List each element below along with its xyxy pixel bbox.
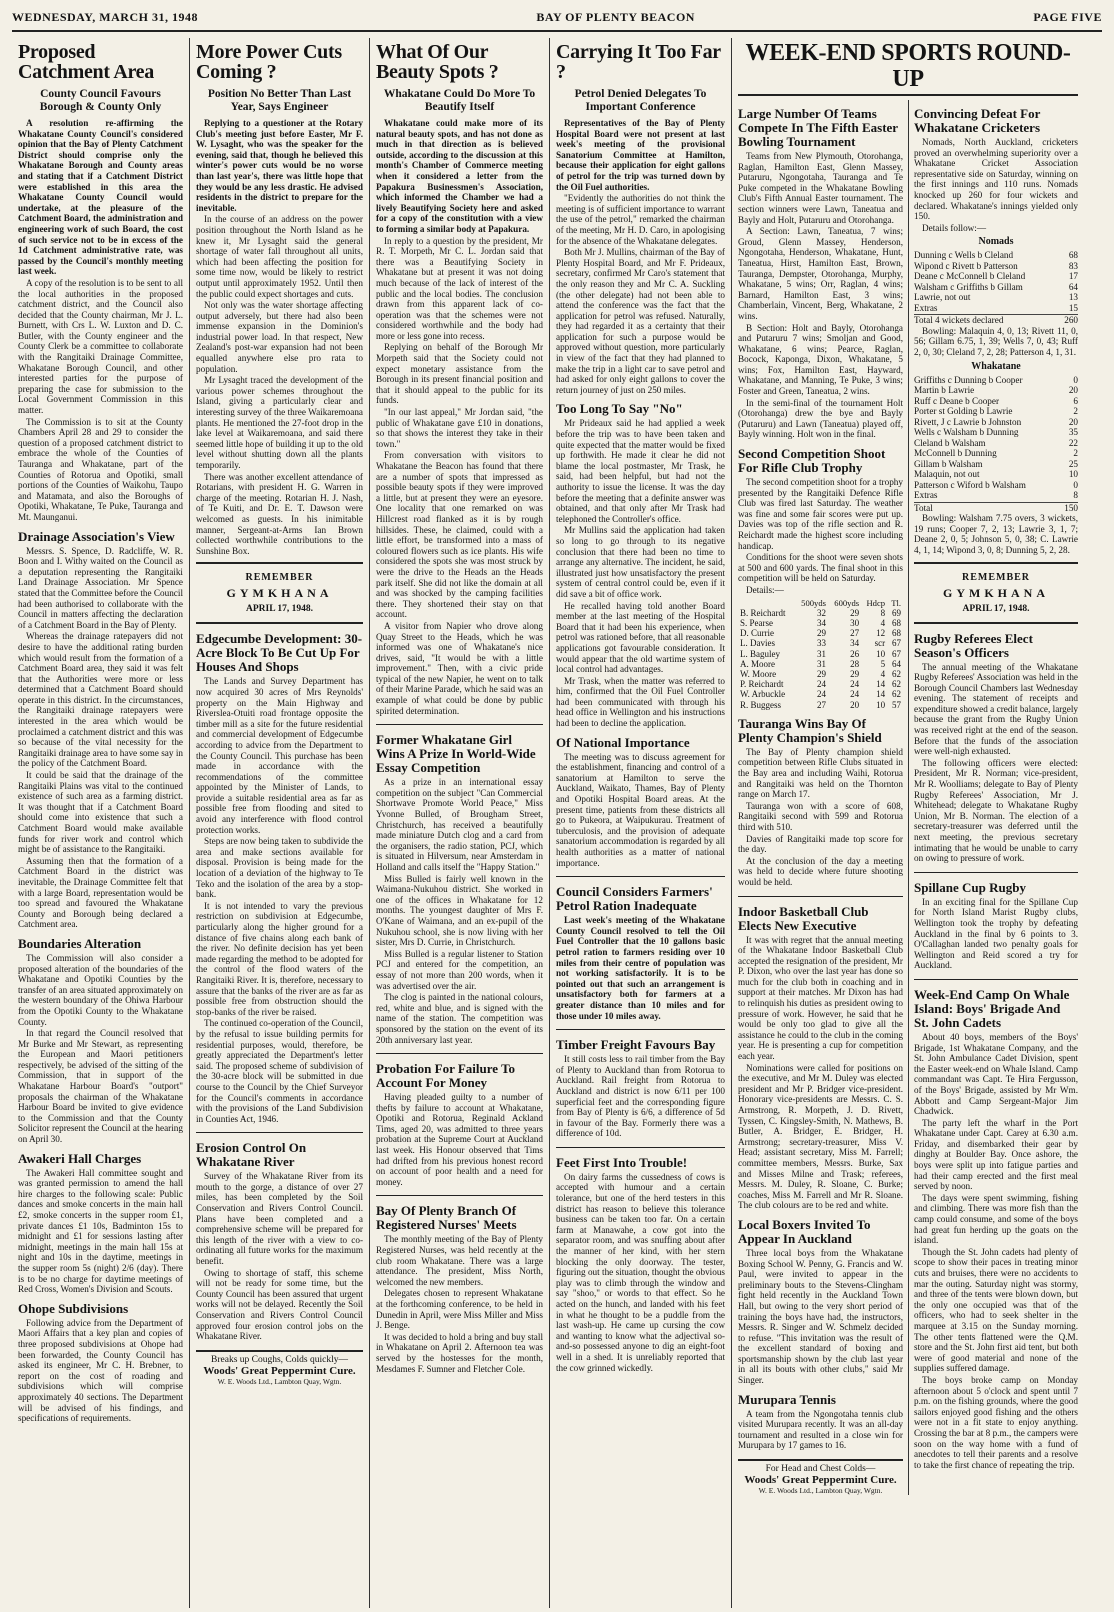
batsman: Rivett, J c Lawrie b Johnston [914,416,1022,427]
table-header-row [738,598,903,608]
table-header-cell: 600yds [834,597,860,608]
article-headline: Erosion Control On Whakatane River [196,1140,307,1170]
table-cell: L. Davies [740,638,775,649]
article-deck: Whakatane Could Do More To Beautify Itself [383,88,536,113]
subheading: Ohope Subdivisions [18,1300,129,1316]
article-lead: Replying to a questioner at the Rotary Club's meeting just before Easter, Mr F. W. Lysaght, who was the speaker for the evening, said that, though he believed this winter's power cuts would be no worse than last year's, there was little hope that they would be any less drastic. He advised residents in the district to prepare for the inevitable. [196,118,363,213]
runs: 83 [1068,260,1078,271]
article-paragraph: "In our last appeal," Mr Jordan said, "the public of Whakatane gave £10 in donations, so that shows the interest they take in their town." [376,407,543,449]
total-value: 260 [1064,315,1078,326]
ad-company: W. E. Woods Ltd., Lambton Quay, Wgtn. [217,1376,342,1386]
article-paragraph: There was another excellent attendance of Rotarians, with president H. G. Warren in charge of the meeting. Rotarian H. J. Nash, of Te Kuiti, and Dr. E. T. Dawson were welcomed as guests. In his inimitable manner, Sergeant-at-Arms Ian Brown collected worthwhile contributions to the Sunshine Box. [196,471,363,556]
article-paragraph: The continued co-operation of the Council, by the refusal to issue building permits for residential purposes, would, therefore, be greatly appreciated the Department's letter said. The proposed scheme of subdivision of the 30-acre block will be submitted in due course to the Council by the Chief Surveyor for the Council's comments in accordance with the provisions of the Land Subdivision in Counties Act, 1946. [196,1018,363,1124]
divider [376,724,543,725]
sports-section [732,38,1082,1608]
article-paragraph: Following advice from the Department of Maori Affairs that a key plan and copies of three proposed subdivisions at Ohope had been forwarded, the County Council has asked its engineer, Mr C. H. Brebner, to report on the cost of roading and subdivisions which will comprise approximately 40 sections. The Department will be advised of his findings, and specifications of requirements. [18,1317,183,1424]
gymkhana-notice [914,572,1078,614]
article-paragraph: A visitor from Napier who drove along Quay Street to the Heads, which he was informed was one of Whakatane's nice drives, said, "It would be with a little improvement." Then, with a civic pride typical of the new Napier, he went on to talk of their Marine Parade, which he said was an example of what could be done by public spirited determination. [376,620,543,716]
article-headline: Timber Freight Favours Bay [556,1037,716,1053]
table-cell: 34 [816,617,826,628]
article-paragraph: Messrs. S. Spence, D. Radcliffe, W. R. Boon and I. Withy waited on the Council as a deputation representing the Rangitaiki Land Drainage Association. Mr Spence stated that the Committee before the Council had been authorised to collaborate with the Council in matters affecting the declaration of a Catchment Board in the Bay of Plenty. [18,545,183,630]
divider [914,979,1078,980]
runs: 64 [1068,281,1078,292]
batting-line [914,375,1078,386]
rifle-scores-table [738,598,903,710]
ad-company: W. E. Woods Ltd., Lambton Quay, Wgtn. [758,1486,883,1496]
batting-line [914,438,1078,449]
whakatane-scorecard [914,375,1078,501]
batting-line [914,303,1078,314]
page-number: PAGE FIVE [1033,10,1102,24]
article-headline: Tauranga Wins Bay Of Plenty Champion's Shield [738,715,882,745]
batting-line [914,261,1078,272]
runs: 35 [1068,427,1078,438]
column-4 [550,38,732,1608]
table-cell: 8 [880,607,886,618]
article-paragraph: Whereas the drainage ratepayers did not desire to have the additional rating burden which would result from the formation of a Catchment Board area, they said it was felt that the Authorities were more or less determined that a Catchment Board should operate in this district. In the circumstances, the Rangitaiki drainage ratepayers were interested in the area which would be proclaimed a catchment district and this was so because of the vital necessity for the Rangitaiki drainage area to have some say in the policy of the Catchment Board. [18,631,183,769]
article-paragraph: Steps are now being taken to subdivide the area and make sections available for disposal. Provision is being made for the location of a deviation of the highway to Te Teko and the isolation of the area by a stop-bank. [196,836,363,900]
table-cell: 24 [816,689,826,700]
article-paragraph: Miss Bulled is fairly well known in the Waimana-Nukuhou district. She worked in one of the offices in Whakatane for 12 months. The youngest daughter of Mrs F. O'Kane of Waimana, and an ex-pupil of the Nukuhou school, she is now living with her sister, Mrs D. Currie, in Christchurch. [376,873,543,948]
notice-line: GYMKHANA [226,586,333,601]
total-label: Total [914,502,933,513]
table-cell: 28 [850,658,860,669]
divider [914,872,1078,873]
article-lead: Last week's meeting of the Whakatane County Council resolved to tell the Oil Fuel Controller that the 10 gallons basic petrol ration to farmers residing over 10 miles from their centre of population was not working satisfactorily. It is to be pointed out that such an arrangement is unsatisfactory both for farmers at a greater distance than 10 miles and for those under 10 miles away. [556,915,725,1021]
article-paragraph: It is not intended to vary the previous restriction on subdivision at Edgecumbe, particularly along the higher ground for a distance of five chains along each bank of the river. No definite decision has yet been made regarding the method to be adopted for the control of the flood waters of the Rangitaiki River. It is, therefore, necessary to assure that the banks of the river are as far as possible free from obstruction should the stop-banks of the river be raised. [196,900,363,1017]
table-row [738,618,903,628]
table-cell: scr [874,638,886,649]
table-cell: D. Currie [740,628,774,639]
notice-line: REMEMBER [245,572,314,584]
article-headline: Carrying It Too Far ? [556,41,721,83]
bowling-figures: Bowling: Walsham 7.75 overs, 3 wickets, 19 runs; Cooper 7, 2, 13; Lawrie 3, 1, 7; Deane 2, 0, 5; Johnson 5, 0, 38; C. Lawrie 4, 1, 14; Wipond 3, 0, 8; Dunning 5, 2, 28. [914,513,1078,555]
ad-product: Woods' Great Peppermint Cure. [203,1364,356,1377]
total-value: 150 [1064,502,1078,513]
details-label: Details:— [746,584,784,595]
runs: 13 [1068,292,1078,303]
table-row [738,608,903,618]
paper-name: BAY OF PLENTY BEACON [536,10,695,24]
divider [738,896,903,897]
article-deck: Petrol Denied Delegates To Important Conference [574,88,707,113]
divider [556,1029,725,1030]
batting-line [914,396,1078,407]
sports-columns [738,100,1078,1495]
article-headline: Spillane Cup Rugby [914,879,1026,895]
table-cell: 10 [876,648,886,659]
divider [376,1053,543,1054]
batting-line [914,427,1078,438]
team-name: Nomads [978,236,1014,248]
batsman: McConnell b Dunning [914,448,997,459]
batsman: Wipond c Rivett b Patterson [914,260,1018,271]
article-paragraph: Davies of Rangitaiki made top score for the day. [738,833,903,855]
issue-date: WEDNESDAY, MARCH 31, 1948 [12,10,198,24]
table-cell: 24 [850,689,860,700]
table-cell: 31 [816,658,826,669]
batting-line [914,406,1078,417]
table-cell: 32 [816,607,826,618]
table-header-cell: Tl. [891,597,901,608]
article-paragraph: Both Mr J. Mullins, chairman of the Bay of Plenty Hospital Board, and Mr F. Prideaux, secretary, confirmed Mr Caro's statement that the only reason they and Mr C. A. Suckling (the other delegate) had not been able to attend the conference was the fact that the application for petrol was refused. Naturally, they had regarded it as a certainty that their application for such a purpose would be approved without question, more particularly in view of the fact that they had planned to make the trip in a light car to save petrol and had asked for only eight gallons to cover the return journey of just on 250 miles. [556,247,725,395]
table-cell: 12 [876,628,886,639]
table-row [738,669,903,679]
article-headline: What Of Our Beauty Spots ? [376,41,499,83]
batting-line [914,271,1078,282]
table-cell: 24 [816,679,826,690]
table-cell: 57 [892,699,901,710]
table-cell: P. Reichardt [740,679,784,690]
divider [196,1132,363,1133]
notice-line: REMEMBER [962,571,1030,583]
article-headline: Indoor Basketball Club Elects New Executive [738,903,869,933]
table-cell: W. Arbuckle [740,689,786,700]
table-cell: 4 [880,668,886,679]
sports-title: WEEK-END SPORTS ROUND-UP [738,40,1078,96]
batsman: Cleland b Walsham [914,437,986,448]
batsman: Ruff c Deane b Cooper [914,395,1000,406]
sports-left-column [738,100,908,1495]
batsman: Extras [914,302,938,313]
article-paragraph: Though the St. John cadets had plenty of scope to show their paces in treating minor cuts and bruises, there were no accidents to mar the outing. Saturday night was stormy, and three of the tents were blown down, but the only one occupied was that of the officers, who had to seek shelter in the marquee at 3.15 on the Sunday morning. The other tents flattened were the Q.M. store and the St. John first aid tent, but both were of good material and none of the supplies suffered damage. [914,1246,1078,1374]
table-cell: B. Reichardt [740,607,786,618]
article-paragraph: Teams from New Plymouth, Otorohanga, Raglan, Hamilton East, Glenn Massey, Putaruru, Ngongotaha, Tauranga and Te Puke competed in the Whakatane Bowling Club's Fifth Annual Easter tournament. The section winners were Lawn, Taneatua and Bayly and Holt, Putaruru and Otorohanga. [738,151,903,225]
column-3 [370,38,550,1608]
runs: 0 [1073,374,1078,385]
table-cell: 14 [876,679,886,690]
article-paragraph: The Commission will also consider a proposed alteration of the boundaries of the Whakatane and Opotiki Counties by the transfer of an area situated approximately on the western boundary of the Ohiwa Harbour from the Opotiki County to the Whakatane County. [18,952,183,1027]
table-cell: W. Moore [740,668,777,679]
article-paragraph: The second competition shoot for a trophy presented by the Rangitaiki Defence Rifle Club was fired last Saturday. The weather was fine and some fair scores were put up. Davies was top of the rifle section and R. Reichardt made the highest score including handicap. [738,477,903,551]
article-paragraph: The monthly meeting of the Bay of Plenty Registered Nurses, was held recently at the club room Whakatane. There was a large attendance. The president, Miss North, welcomed the new members. [376,1234,543,1287]
article-headline: More Power Cuts Coming ? [196,41,342,83]
batting-line [914,250,1078,261]
article-paragraph: Delegates chosen to represent Whakatane at the forthcoming conference, to be held in Dunedin in April, were Miss Miller and Miss J. Benge. [376,1288,543,1331]
table-cell: 10 [876,699,886,710]
column-2 [190,38,370,1608]
batsman: Dunning c Wells b Cleland [914,250,1014,261]
article-paragraph: Not only was the water shortage affecting output adversely, but there had also been immense expansion in the Dominion's industrial power load. In that respect, New Zealand's post-war expansion had not been equalled anywhere else pro rata to population. [196,300,363,374]
article-paragraph: On dairy farms the cussedness of cows is accepted with humour and a certain tolerance, but one of the herd testers in this district has reason to believe this tolerance business can be taken too far. On a certain farm at Manawahe, a cow got into the separator room, and was snuffing about after the manner of her kind, with her stern blocking the only doorway. The tester, figuring out the situation, thought the obvious play was to climb through the window and say "shoo," or words to that effect. So he acted on the hunch, and landed with his feet in what he thought to be a puddle from the last wash-up. He came up cursing the cow and wanting to know what the adjectival so-and-so possessed anyone to dig an eight-foot well in a shed. It is unreliably reported that the cow grinned wickedly. [556,1171,725,1373]
article-paragraph: A Section: Lawn, Taneatua, 7 wins; Groud, Glenn Massey, Henderson, Ngongotaha, Henderson, Whakatane, Hunt, Taneatua, Hirst, Hamilton East, Brown, Tauranga, Dempster, Otorohanga, Murphy, Whakatane, 5 wins; Orr, Raglan, 4 wins; Barnard, Hamilton East, 3 wins; Chamberlain, Vincent, Berg, Whakatane, 2 wins. [738,226,903,321]
notice-line: GYMKHANA [943,585,1049,600]
article-paragraph: Nominations were called for positions on the executive, and Mr M. Duley was elected president and Mr P. Bridger vice-president. Honorary vice-presidents are Messrs. C. S. Armstrong, R. Morpeth, J. D. Rivett, Tyssen, C. Kingsley-Smith, N. Mathews, B. Butler, A. Bridger, E. Bridger, H. Armstrong; secretary-treasurer, Miss V. Head; assistant secretary, Miss M. Farrell; committee members, Messrs. Burke, Sax and Misses Milne and Trask; referees, Messrs. M. Duley, R. Sloane, C. Burke; coaches, Miss M. Farrell and Mr R. Sloane. The club colours are to be red and white. [738,1062,903,1211]
batsman: Porter st Golding b Lawrie [914,406,1013,417]
batsman: Extras [914,490,938,501]
table-cell: 4 [880,617,886,628]
table-cell: 62 [892,689,901,700]
article-paragraph: As a prize in an international essay competition on the subject "Can Commercial Shortwave Promote World Peace," Miss Yvonne Bulled, of Brougham Street, Christchurch, has received a beautifully made miniature Dutch clog and a card from the organisers, the radio station, PCJ, which is situated in Hilversum, near Amsterdam in Holland and calls itself the "Happy Station." [376,777,543,872]
article-headline: Feet First Into Trouble! [556,1154,688,1170]
table-cell: 34 [850,638,860,649]
article-headline: Murupara Tennis [738,1391,836,1407]
runs: 10 [1068,469,1078,480]
article-paragraph: Details follow:— [922,222,987,233]
article-paragraph: The annual meeting of the Whakatane Rugby Referees' Association was held in the Borough Council Chambers last Wednesday evening. The statement of receipts and expenditure showed a credit balance, largely because the grant from the Rugby Union was received right at the end of the season. Before that the funds of the association were well-nigh exhausted. [914,661,1078,757]
batsman: Griffiths c Dunning b Cooper [914,374,1023,385]
sports-right-column [908,100,1078,1495]
table-header-cell: Hdcp [866,597,886,608]
divider [196,622,363,624]
table-cell: 67 [892,648,901,659]
batting-line [914,385,1078,396]
batting-line [914,490,1078,501]
bowling-figures: Bowling: Malaquin 4, 0, 13; Rivett 11, 0, 56; Gillam 6.75, 1, 39; Wells 7, 0, 43; Ruff 2, 0, 30; Cleland 7, 2, 28; Patterson 4, 1, 31. [914,325,1078,358]
table-cell: 20 [850,699,860,710]
article-paragraph: Tauranga won with a score of 608, Rangitaiki second with 599 and Rotorua third with 510. [738,800,903,832]
table-cell: 14 [876,689,886,700]
divider [914,562,1078,564]
article-paragraph: The meeting was to discuss agreement for the establishment, financing and control of a sanatorium at Hamilton to serve the Auckland, Waikato, Thames, Bay of Plenty and Opotiki Hospital Board areas. At the present time, patients from these districts all go to Pukeora, at Waipukurau. Treatment of tuberculosis, and the provision of adequate sanatorium accommodation is regarded by all health authorities as a matter of national importance. [556,751,725,868]
divider [376,1195,543,1196]
table-cell: 31 [816,648,826,659]
runs: 2 [1073,448,1078,459]
article-paragraph: The boys broke camp on Monday afternoon about 5 o'clock and spent until 7 p.m. on the fishing grounds, where the good sailors enjoyed good fishing and the others were not in a fit state to enjoy anything. Crossing the bar at 8 p.m., the campers were soon on the way home with a fund of anecdotes to tell their parents and a resolve to take the first chance of repeating the trip. [914,1374,1078,1470]
notice-line: APRIL 17, 1948. [245,604,314,615]
article-headline: Council Considers Farmers' Petrol Ration Inadequate [556,884,713,914]
article-deck: Position No Better Than Last Year, Says Engineer [207,88,352,113]
article-paragraph: Nomads, North Auckland, cricketers proved an overwhelming superiority over a Whakatane Cricket Association representative side on Saturday, winning on the first innings and 110 runs. Nomads knocked up 260 for four wickets and declared. Whakatane's innings yielded only 150. [914,137,1078,222]
article-paragraph: In an exciting final for the Spillane Cup for North Island Marist Rugby clubs, Wellington took the trophy by defeating Auckland in the final by 6 points to 3. O'Callaghan landed two penalty goals for Wellington and Reid scored a try for Auckland. [914,896,1078,971]
columns [12,38,1102,1608]
article-paragraph: A copy of the resolution is to be sent to all the local authorities in the proposed catchment district, and the Council also decided that the County chairman, Mr J. L. Burnett, with Crs L. W. Luxton and D. C. Butler, with the County engineer and the County Clerk be a committee to collaborate with the Rangitaiki Drainage Committee, Whakatane Borough Council, and other interested parties for the purpose of preparing the case for submission to the Local Government Commission in this matter. [18,277,183,416]
table-cell: L. Baguley [740,648,780,659]
article-paragraph: About 40 boys, members of the Boys' Brigade, 1st Whakatane Company, and the St. John Ambulance Cadet Division, spent the Easter week-end on Whale Island. Camp commandant was Capt. Te Hira Fergusson, of the Boys' Brigade, assisted by Mr Wm. Abbott and Camp Sergeant-Major Jim Chadwick. [914,1031,1078,1117]
article-paragraph: A team from the Ngongotaha tennis club visited Murupara recently. It was an all-day tournament and resulted in a close win for Murupara by 17 games to 16. [738,1408,903,1451]
batting-line [914,417,1078,428]
article-headline: Former Whakatane Girl Wins A Prize In World-Wide Essay Competition [376,732,536,776]
table-cell: 24 [850,679,860,690]
article-headline: Edgecumbe Development: 30-Acre Block To Be Cut Up For Houses And Shops [196,631,363,675]
article-paragraph: In that regard the Council resolved that Mr Burke and Mr Stewart, as representing the European and Maori petitioners respectively, be advised of the sitting of the Commission, that in support of the Whakatane Harbour Board's "outport" proposals the chairman of the Whakatane Harbour Board be invited to give evidence to the Commission and that the County Solicitor represent the Council at the hearing on April 30. [18,1028,183,1145]
article-paragraph: It still costs less to rail timber from the Bay of Plenty to Auckland than from Rotorua to Auckland. Rail freight from Rotorua to Auckland and district is now 6/11 per 100 superficial feet and the corresponding figure from Bay of Plenty is 6/6, a difference of 5d in favour of the Bay. Formerly there was a difference of 10d. [556,1054,725,1139]
table-row [738,638,903,648]
advertisement [738,1459,903,1495]
article-paragraph: Three local boys from the Whakatane Boxing School W. Penny, G. Francis and W. Paul, were invited to appear in the preliminary bouts to the Stevens-Clingham fight held recently in the Auckland Town Hall, but owing to the very short period of training the boys have had, the instructors, Messrs. R. Singer and W. Schmelz decided to refuse. "This invitation was the result of the excellent standard of boxing and sportsmanship shown by the club last year in all its bouts with other clubs," said Mr Singer. [738,1247,903,1386]
article-paragraph: The Awakeri Hall committee sought and was granted permission to amend the hall hire charges to the following scale: Public dances and smoke concerts in the main hall £2, smoke concerts in the supper room £1, private dances £1 10s, Badminton 15s to midnight and £1 for sessions lasting after midnight, meetings in the main hall 15s at night and 10s in the daytime, meetings in the supper room 5s (night) 2/6 (day). There is to be no charge for daytime meetings of Red Cross, Women's Division and Scouts. [18,1167,183,1295]
divider [556,876,725,877]
table-cell: 68 [892,628,901,639]
batting-line [914,469,1078,480]
total-line [914,314,1078,326]
article-paragraph: "Evidently the authorities do not think the meeting is of sufficient importance to warrant the use of the petrol," remarked the chairman of the meeting, Mr H. D. Caro, in apologising for the absence of the Whakatane delegates. [556,193,725,246]
gymkhana-notice [196,572,363,614]
batsman: Patterson c Wiford b Walsham [914,479,1026,490]
article-paragraph: The clog is painted in the national colours, red, white and blue, and is signed with the name of the station. The competition was sponsored by the station on the event of its 20th anniversary last year. [376,992,543,1045]
ad-line: Breaks up Coughs, Colds quickly— [211,1354,348,1365]
article-paragraph: The party left the wharf in the Port Whakatane under Capt. Carey at 6.30 a.m. Friday, and disembarked their gear by dinghy at Boulder Bay. Once ashore, the boys were split up into fatigue parties and had their camp erected and the first meal served by noon. [914,1117,1078,1192]
runs: 0 [1073,479,1078,490]
ad-line: For Head and Chest Colds— [765,1464,876,1475]
article-paragraph: Assuming then that the formation of a Catchment Board in the district was inevitable, the Drainage Committee felt that with a large Board, representation would be too spread and favoured the Whakatane County and Borough being declared a Catchment area. [18,855,183,930]
masthead [12,10,1102,32]
table-row [738,628,903,638]
article-paragraph: In the course of an address on the power position throughout the North Island as he knew it, Mr Lysaght said the general shortage of water fall throughout all units, which had been affecting the position for some time now, would be likely to restrict output until approximately 1952. Until then the public could expect shortages and cuts. [196,214,363,299]
table-cell: 29 [850,668,860,679]
article-headline: Convincing Defeat For Whakatane Cricketers [914,106,1041,135]
subheading: Boundaries Alteration [18,935,142,951]
divider [196,562,363,564]
table-cell: 29 [816,628,826,639]
table-cell: 62 [892,668,901,679]
article-paragraph: Mr Prideaux said he had applied a week before the trip was to have been taken and quite expected that the matter would be fixed up forthwith. He made it clear he did not blame the local postmaster, Mr Trask, he said, had been helpful, but had not the authority to issue the license. It was the day before the meeting that a definite answer was obtained, and that only after Mr Trask had telephoned the Controller's office. [556,418,725,524]
runs: 8 [1073,490,1078,501]
batsman: Lawrie, not out [914,292,971,303]
article-headline: Large Number Of Teams Compete In The Fifth Easter Bowling Tournament [738,106,898,149]
subheading: Of National Importance [556,734,690,750]
ad-product: Woods' Great Peppermint Cure. [744,1474,897,1487]
batsman: Deane c McConnell b Cleland [914,271,1026,282]
column-1 [12,38,190,1608]
runs: 25 [1068,458,1078,469]
article-paragraph: From conversation with visitors to Whakatane the Beacon has found that there are a number of spots that impressed as possible beauty spots if they were improved a little, but at present they were an eyesore. One locality that one remarked on was Hillcrest road flanked as it is by rough hillsides. These, he claimed, could with a little effort, be transformed into a mass of coloured flowers such as ice plants. His wife considered the spots she was most struck by were the drive to the Heads an the Heads park itself. She did not like the domain at all and was shocked by the camping facilities there. They shortened their stay on that account. [376,450,543,620]
table-cell: R. Buggess [740,699,782,710]
table-cell: 29 [850,607,860,618]
article-paragraph: The Bay of Plenty champion shield competition between Rifle Clubs situated in the Bay area and including Waihi, Rotorua and Rangitaiki was held on the Thornton range on March 17. [738,746,903,800]
runs: 17 [1068,271,1078,282]
table-cell: 27 [850,628,860,639]
article-paragraph: It could be said that the drainage of the Rangitaiki Plains was vital to the continued existence of such area as a farming district. It was thought that if a Catchment Board should come into existence that such a Catchment Board would make available funds for river work and control which might be of assistance to the Rangitaiki. [18,770,183,855]
table-row [738,649,903,659]
batsman: Gillam b Walsham [914,458,983,469]
table-cell: 69 [892,607,901,618]
article-headline: Proposed Catchment Area [18,41,154,83]
article-paragraph: B Section: Holt and Bayly, Otorohanga and Putaruru 7 wins; Smoljan and Good, Whakatane, 6 wins; Pearce, Raglan, Bocock, Kaponga, Dixon, Whakatane, 5 wins; Fox, Hamilton East, Hayward, Whakatane, and Manning, Te Puke, 3 wins; Foster and Green, Taneatua, 2 wins. [738,322,903,397]
table-header-cell [738,598,795,608]
runs: 22 [1068,437,1078,448]
notice-line: APRIL 17, 1948. [962,603,1030,614]
article-paragraph: It was with regret that the annual meeting of the Whakatane Indoor Basketball Club accepted the resignation of the president, Mr P. Dixon, who over the last year has done so much for the club both in coaching and in support at their matches. Mr Dixon has had to relinquish his duties as president owing to pressure of work. However, he said that he would be only too glad to give all the assistance he could to the club in the coming year. He is presenting a cup for competition each year. [738,934,903,1062]
table-cell: 5 [880,658,886,669]
nomads-scorecard [914,250,1078,313]
article-paragraph: It was decided to hold a bring and buy stall in Whakatane on April 2. Afternoon tea was served by the hostesses for the month, Mesdames F. Sumner and Fletcher Cole. [376,1331,543,1374]
article-paragraph: The Lands and Survey Department has now acquired 30 acres of Mrs Reynolds' property on the Main Highway and Riverslea-Otuiti road frontage opposite the timber mill as a site for the future residential and commercial development of Edgecumbe according to advice from the Department to the County Council. This purchase has been made in accordance with the recommendations of the committee appointed by the Minister of Lands, to provide a suitable residential area as far as possible free from flooding and sited to avoid any interference with flood control protection works. [196,676,363,835]
article-paragraph: Conditions for the shoot were seven shots at 500 and 600 yards. The final shoot in this competition will be held on Saturday. [738,552,903,584]
runs: 68 [1068,250,1078,261]
batsman: Malaquin, not out [914,469,980,480]
table-cell: 64 [892,658,901,669]
table-cell: 67 [892,638,901,649]
article-paragraph: Mr Mullins said the application had taken so long to go through to its negative conclusion that there had been no time to arrange any alternative. The incident, he said, illustrated just how unsatisfactory the present system of central control could be, even if it did save a bit of office work. [556,525,725,599]
runs: 15 [1068,302,1078,313]
table-cell: 27 [816,699,826,710]
runs: 6 [1073,395,1078,406]
table-cell: 30 [850,617,860,628]
article-headline: Probation For Failure To Account For Money [376,1061,516,1091]
subheading: Too Long To Say "No" [556,401,683,417]
article-paragraph: He recalled having told another Board member at the last meeting of the Hospital Board that it had been his experience, when petrol was rationed before, that all reasonable applications got favourable consideration. It would appear that the old wartime system of local control had advantages. [556,600,725,675]
table-cell: 68 [892,617,901,628]
subheading: Awakeri Hall Charges [18,1150,142,1166]
article-deck: County Council Favours Borough & County Only [39,88,162,113]
total-line [914,502,1078,514]
batsman: Wells c Walsham b Dunning [914,427,1019,438]
table-row [738,689,903,699]
runs: 20 [1068,416,1078,427]
article-paragraph: The Commission is to sit at the County Chambers April 28 and 29 to consider the question of a proposed catchment district to embrace the whole of the Counties of Tauranga and Whakatane, part of the Counties of Rotorua and Opotiki, small portions of the Counties of Waikohu, Taupo and Matamata, and also the Boroughs of Opotiki, Whakatane, Te Puke, Tauranga and Mt. Maunganui. [18,416,183,522]
article-paragraph: Mr Lysaght traced the development of the various power schemes throughout the Island, giving a particularly clear and interesting survey of the three Waikaremoana plants. He mentioned the 27-foot drop in the lake level at Waikaremoana, and said there seemed little hope of building it up to the old level without shutting down all the plants temporarily. [196,375,363,470]
subheading: Drainage Association's View [18,528,175,544]
table-row [738,700,903,710]
article-lead: Representatives of the Bay of Plenty Hospital Board were not present at last week's meeting of the provisional Sanatorium Committee at Hamilton, because their application for eight gallons of petrol for the trip was turned down by the Oil Fuel authorities. [556,118,725,192]
article-paragraph: The days were spent swimming, fishing and climbing. There was more fish than the camp could consume, and some of the boys had great fun herding up the goats on the island. [914,1192,1078,1246]
table-body [738,608,903,710]
article-paragraph: The following officers were elected: President, Mr R. Norman; vice-president, Mr R. Woolliams; delegate to Bay of Plenty Rugby Referees' Association, Mr J. Whitehead; delegate to Whakatane Rugby Union, Mr B. Norman. The election of a secretary-treasurer was deferred until the next meeting, the previous secretary intimating that he would be unable to carry on owing to pressure of work. [914,757,1078,864]
article-lead: A resolution re-affirming the Whakatane County Council's considered opinion that the Bay of Plenty Catchment District should comprise only the Whakatane Borough and County areas and stating that if a Catchment District were established in this area the Whakatane County Council would undertake, at the pleasure of the Catchment Board, the administration and engineering work of such Board, the cost of such service not to be in excess of the 1d Catchment administrative rate, was passed by the Council's monthly meeting last week. [18,118,183,277]
batting-line [914,448,1078,459]
article-headline: Week-End Camp On Whale Island: Boys' Brigade And St. John Cadets [914,986,1070,1030]
table-cell: A. Moore [740,658,775,669]
article-paragraph: Owing to shortage of staff, this scheme will not be ready for some time, but the County Council has been assured that urgent works will not be delayed. Recently the Soil Conservation and Rivers Control Council approved four erosion control jobs on the Whakatane River. [196,1267,363,1342]
table-cell: 33 [816,638,826,649]
batsman: Martin b Lawrie [914,385,975,396]
batting-line [914,282,1078,293]
article-paragraph: In the semi-final of the tournament Holt (Otorohanga) drew the bye and Bayly (Putaruru) and Lawn (Taneatua) played off, Bayly winning. Holt won in the final. [738,397,903,440]
article-paragraph: Miss Bulled is a regular listener to Station PCJ and entered for the competition, an essay of not more than 200 words, when it was advertised over the air. [376,948,543,991]
batting-line [914,480,1078,491]
divider [556,1147,725,1148]
team-name: Whakatane [971,360,1021,372]
article-paragraph: Replying on behalf of the Borough Mr Morpeth said that the Society could not expect monetary assistance from the Borough in its present financial position and that it should appeal to the public for its funds. [376,342,543,406]
runs: 2 [1073,406,1078,417]
article-paragraph: In reply to a question by the president, Mr R. T. Morpeth, Mr C. L. Jordan said that there was a Beautifying Society in Whakatane but at present it was not doing much because of the lack of interest of the public and the local bodies. The conclusion drawn from this apparent lack of co-operation was that the schemes were not considered worthwhile and the body had more or less gone into recess. [376,235,543,341]
article-paragraph: At the conclusion of the day a meeting was held to decide where future shooting would be held. [738,855,903,887]
runs: 20 [1068,385,1078,396]
total-label: Total 4 wickets declared [914,315,1004,326]
table-cell: 26 [850,648,860,659]
article-paragraph: Having pleaded guilty to a number of thefts by failure to account at Whakatane, Opotiki and Rotorua, Reginald Ackland Tims, aged 20, was admitted to three years probation at the Supreme Court at Auckland last week. His Honour observed that Tims had drifted from his previous honest record on account of poor health and a need for money. [376,1092,543,1187]
batting-line [914,292,1078,303]
article-headline: Bay Of Plenty Branch Of Registered Nurses' Meets [376,1203,517,1233]
article-headline: Local Boxers Invited To Appear In Auckland [738,1216,871,1246]
table-row [738,659,903,669]
article-headline: Second Competition Shoot For Rifle Club Trophy [738,446,886,476]
table-cell: 62 [892,679,901,690]
advertisement [196,1350,363,1386]
article-paragraph: Survey of the Whakatane River from its mouth to the gorge, a distance of over 27 miles, has been completed by the Soil Conservation and Rivers Control Council. Plans have been completed and a comprehensive scheme will be prepared for this length of the river with a view to co-ordinating all future works for the maximum benefit. [196,1171,363,1267]
batsman: Walsham c Griffiths b Gillam [914,281,1023,292]
table-row [738,679,903,689]
batting-line [914,459,1078,470]
article-headline: Rugby Referees Elect Season's Officers [914,630,1033,660]
table-header-cell: 500yds [801,597,826,608]
article-lead: Whakatane could make more of its natural beauty spots, and has not done as much in that direction as is believed outside, according to the discussion at this month's Chamber of Commerce meeting when it considered a letter from the Papakura Businessmen's Association, which informed the Chamber we had a lively Beautifying Society here and asked for a copy of the constitution with a view to forming a similar body at Papakura. [376,118,543,234]
article-paragraph: Mr Trask, when the matter was referred to him, confirmed that the Oil Fuel Controller had been communicated with through his head office in Wellington and his instructions had been to decline the application. [556,675,725,729]
table-cell: 29 [816,668,826,679]
table-cell: S. Pearse [740,617,773,628]
divider [914,622,1078,624]
